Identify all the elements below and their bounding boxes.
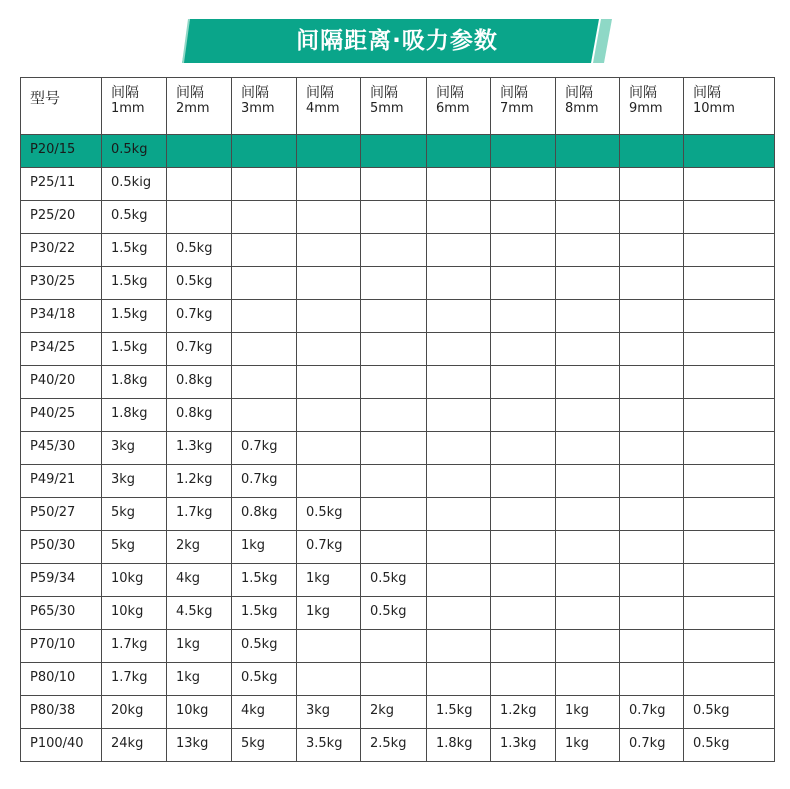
force-value-cell — [361, 168, 427, 201]
force-value-cell: 1.5kg — [427, 696, 491, 729]
table-row — [21, 399, 775, 432]
force-value-cell: 1.2kg — [167, 465, 232, 498]
force-value-cell — [620, 465, 684, 498]
table-row — [21, 465, 775, 498]
force-value-cell — [491, 663, 556, 696]
title-banner — [182, 19, 612, 63]
force-value-cell — [556, 630, 620, 663]
force-value-cell — [427, 465, 491, 498]
table-row — [21, 663, 775, 696]
force-value-cell — [427, 135, 491, 168]
force-value-cell — [491, 333, 556, 366]
force-value-cell: 1kg — [556, 729, 620, 762]
force-value-cell — [556, 564, 620, 597]
force-value-cell: 0.7kg — [167, 333, 232, 366]
force-value-cell: 1kg — [232, 531, 297, 564]
force-value-cell: 0.7kg — [167, 300, 232, 333]
force-value-cell — [427, 597, 491, 630]
force-value-cell: 0.5kg — [361, 597, 427, 630]
force-value-cell: 0.5kg — [684, 729, 775, 762]
force-value-cell — [556, 399, 620, 432]
force-value-cell: 4.5kg — [167, 597, 232, 630]
table-row — [21, 300, 775, 333]
force-value-cell: 0.5kig — [102, 168, 167, 201]
force-value-cell — [167, 135, 232, 168]
model-cell: P100/40 — [21, 729, 102, 762]
force-value-cell — [297, 201, 361, 234]
force-value-cell — [620, 432, 684, 465]
force-value-cell: 0.5kg — [102, 201, 167, 234]
gap-column-header — [491, 78, 556, 135]
force-value-cell — [491, 135, 556, 168]
force-value-cell: 5kg — [232, 729, 297, 762]
force-value-cell — [297, 333, 361, 366]
force-value-cell: 1.7kg — [102, 663, 167, 696]
force-value-cell: 0.8kg — [232, 498, 297, 531]
force-value-cell — [297, 432, 361, 465]
force-value-cell — [232, 333, 297, 366]
gap-label: 间隔 — [629, 85, 657, 101]
force-value-cell — [297, 465, 361, 498]
force-value-cell — [684, 267, 775, 300]
force-value-cell — [684, 234, 775, 267]
gap-distance: 7mm — [500, 101, 534, 116]
force-value-cell: 3kg — [297, 696, 361, 729]
force-value-cell: 1kg — [556, 696, 620, 729]
model-cell: P40/20 — [21, 366, 102, 399]
table-row — [21, 168, 775, 201]
force-value-cell: 0.8kg — [167, 399, 232, 432]
gap-column-header — [620, 78, 684, 135]
force-value-cell — [491, 399, 556, 432]
force-value-cell — [232, 201, 297, 234]
force-value-cell — [684, 300, 775, 333]
force-value-cell — [620, 135, 684, 168]
gap-column-header — [102, 78, 167, 135]
force-value-cell — [361, 630, 427, 663]
force-value-cell — [297, 135, 361, 168]
force-value-cell — [556, 597, 620, 630]
force-value-cell — [427, 201, 491, 234]
force-value-cell — [620, 399, 684, 432]
model-cell: P50/30 — [21, 531, 102, 564]
gap-distance: 8mm — [565, 101, 599, 116]
force-value-cell — [556, 168, 620, 201]
force-value-cell: 2.5kg — [361, 729, 427, 762]
model-cell: P34/25 — [21, 333, 102, 366]
force-value-cell — [491, 168, 556, 201]
gap-distance: 5mm — [370, 101, 404, 116]
force-value-cell: 1.7kg — [167, 498, 232, 531]
force-value-cell — [684, 399, 775, 432]
force-value-cell: 2kg — [361, 696, 427, 729]
force-value-cell — [491, 432, 556, 465]
force-value-cell: 0.5kg — [167, 267, 232, 300]
table-header-row — [21, 78, 775, 135]
force-value-cell — [556, 366, 620, 399]
model-cell: P65/30 — [21, 597, 102, 630]
force-value-cell: 3.5kg — [297, 729, 361, 762]
force-value-cell — [427, 366, 491, 399]
table-row — [21, 366, 775, 399]
force-value-cell: 1kg — [297, 597, 361, 630]
table-row — [21, 597, 775, 630]
force-value-cell — [427, 399, 491, 432]
force-value-cell: 1.5kg — [102, 234, 167, 267]
gap-label: 间隔 — [693, 85, 721, 101]
force-value-cell: 0.8kg — [167, 366, 232, 399]
gap-column-header — [297, 78, 361, 135]
force-value-cell — [427, 531, 491, 564]
force-value-cell — [297, 300, 361, 333]
force-value-cell — [620, 168, 684, 201]
force-value-cell — [684, 168, 775, 201]
model-cell: P80/10 — [21, 663, 102, 696]
force-value-cell — [684, 663, 775, 696]
force-value-cell — [620, 597, 684, 630]
model-cell: P20/15 — [21, 135, 102, 168]
force-value-cell: 0.7kg — [232, 432, 297, 465]
force-value-cell — [167, 168, 232, 201]
table-body — [21, 135, 775, 762]
force-value-cell — [232, 267, 297, 300]
table-row — [21, 267, 775, 300]
force-value-cell: 0.5kg — [297, 498, 361, 531]
gap-column-header — [167, 78, 232, 135]
force-value-cell — [361, 333, 427, 366]
force-value-cell — [620, 267, 684, 300]
force-value-cell — [620, 531, 684, 564]
gap-label: 间隔 — [500, 85, 528, 101]
force-value-cell — [297, 630, 361, 663]
force-value-cell: 10kg — [167, 696, 232, 729]
force-value-cell — [361, 267, 427, 300]
force-value-cell — [491, 564, 556, 597]
force-value-cell: 1.5kg — [232, 597, 297, 630]
force-value-cell — [556, 333, 620, 366]
force-value-cell — [684, 564, 775, 597]
force-value-cell — [684, 366, 775, 399]
table-row — [21, 201, 775, 234]
force-value-cell — [491, 498, 556, 531]
force-value-cell — [361, 663, 427, 696]
model-cell: P25/11 — [21, 168, 102, 201]
gap-label: 间隔 — [241, 85, 269, 101]
force-value-cell — [684, 201, 775, 234]
force-value-cell — [620, 333, 684, 366]
model-cell: P40/25 — [21, 399, 102, 432]
force-value-cell: 0.5kg — [102, 135, 167, 168]
force-value-cell: 5kg — [102, 498, 167, 531]
force-value-cell — [232, 366, 297, 399]
force-value-cell — [620, 663, 684, 696]
table-row — [21, 333, 775, 366]
force-value-cell — [684, 597, 775, 630]
gap-label: 间隔 — [176, 85, 204, 101]
force-value-cell — [427, 663, 491, 696]
force-value-cell — [491, 201, 556, 234]
force-value-cell: 4kg — [232, 696, 297, 729]
force-value-cell — [297, 168, 361, 201]
force-value-cell — [556, 201, 620, 234]
gap-label: 间隔 — [306, 85, 334, 101]
force-value-cell: 10kg — [102, 597, 167, 630]
force-value-cell — [684, 531, 775, 564]
force-value-cell — [556, 300, 620, 333]
gap-distance: 4mm — [306, 101, 340, 116]
force-value-cell: 0.7kg — [620, 729, 684, 762]
force-value-cell — [620, 300, 684, 333]
force-value-cell — [556, 432, 620, 465]
force-value-cell: 3kg — [102, 432, 167, 465]
force-value-cell: 1kg — [297, 564, 361, 597]
force-value-cell — [491, 267, 556, 300]
force-value-cell — [297, 366, 361, 399]
force-value-cell: 0.7kg — [620, 696, 684, 729]
force-value-cell: 0.5kg — [232, 663, 297, 696]
force-value-cell — [620, 498, 684, 531]
force-value-cell — [427, 168, 491, 201]
force-value-cell: 0.5kg — [684, 696, 775, 729]
force-value-cell — [620, 630, 684, 663]
table-row — [21, 696, 775, 729]
model-cell: P45/30 — [21, 432, 102, 465]
gap-distance: 3mm — [241, 101, 275, 116]
model-cell: P25/20 — [21, 201, 102, 234]
force-value-cell — [556, 234, 620, 267]
force-value-cell — [491, 234, 556, 267]
force-value-cell — [361, 135, 427, 168]
force-value-cell — [620, 201, 684, 234]
force-value-cell — [556, 498, 620, 531]
table-row — [21, 432, 775, 465]
force-value-cell — [684, 432, 775, 465]
force-value-cell — [620, 234, 684, 267]
suction-parameter-table-wrap — [20, 77, 775, 762]
force-value-cell — [684, 498, 775, 531]
force-value-cell: 1kg — [167, 630, 232, 663]
force-value-cell: 24kg — [102, 729, 167, 762]
force-value-cell — [491, 366, 556, 399]
force-value-cell: 1.5kg — [102, 267, 167, 300]
force-value-cell — [167, 201, 232, 234]
gap-distance: 10mm — [693, 101, 735, 116]
force-value-cell — [232, 399, 297, 432]
model-cell: P30/25 — [21, 267, 102, 300]
gap-label: 间隔 — [436, 85, 464, 101]
force-value-cell — [556, 135, 620, 168]
force-value-cell: 1.5kg — [102, 333, 167, 366]
model-cell: P34/18 — [21, 300, 102, 333]
model-cell: P30/22 — [21, 234, 102, 267]
table-row — [21, 729, 775, 762]
force-value-cell: 1.3kg — [491, 729, 556, 762]
force-value-cell: 5kg — [102, 531, 167, 564]
force-value-cell — [556, 465, 620, 498]
model-cell: P80/38 — [21, 696, 102, 729]
table-row — [21, 234, 775, 267]
force-value-cell — [361, 234, 427, 267]
force-value-cell — [232, 168, 297, 201]
force-value-cell: 0.7kg — [232, 465, 297, 498]
force-value-cell — [232, 135, 297, 168]
gap-label: 间隔 — [565, 85, 593, 101]
force-value-cell — [427, 498, 491, 531]
gap-column-header — [232, 78, 297, 135]
force-value-cell: 1.5kg — [232, 564, 297, 597]
force-value-cell — [361, 498, 427, 531]
force-value-cell: 1kg — [167, 663, 232, 696]
page-title: 间隔距离·吸力参数 — [296, 28, 498, 54]
force-value-cell — [427, 564, 491, 597]
table-row — [21, 630, 775, 663]
model-cell: P49/21 — [21, 465, 102, 498]
model-cell: P70/10 — [21, 630, 102, 663]
force-value-cell — [684, 333, 775, 366]
force-value-cell — [361, 465, 427, 498]
force-value-cell — [297, 399, 361, 432]
gap-distance: 9mm — [629, 101, 663, 116]
gap-label: 间隔 — [111, 85, 139, 101]
table-row — [21, 498, 775, 531]
force-value-cell — [684, 135, 775, 168]
force-value-cell — [491, 597, 556, 630]
force-value-cell: 3kg — [102, 465, 167, 498]
force-value-cell — [297, 234, 361, 267]
force-value-cell: 20kg — [102, 696, 167, 729]
force-value-cell: 0.7kg — [297, 531, 361, 564]
force-value-cell: 1.3kg — [167, 432, 232, 465]
force-value-cell — [556, 267, 620, 300]
table-row — [21, 564, 775, 597]
force-value-cell: 10kg — [102, 564, 167, 597]
force-value-cell — [361, 531, 427, 564]
force-value-cell — [297, 267, 361, 300]
force-value-cell — [361, 366, 427, 399]
force-value-cell — [427, 432, 491, 465]
force-value-cell — [361, 399, 427, 432]
model-cell: P59/34 — [21, 564, 102, 597]
force-value-cell — [361, 201, 427, 234]
force-value-cell — [297, 663, 361, 696]
table-row — [21, 531, 775, 564]
model-column-header: 型号 — [21, 78, 102, 135]
gap-label: 间隔 — [370, 85, 398, 101]
force-value-cell — [620, 564, 684, 597]
force-value-cell — [427, 333, 491, 366]
force-value-cell — [232, 300, 297, 333]
force-value-cell — [491, 465, 556, 498]
force-value-cell: 0.5kg — [167, 234, 232, 267]
force-value-cell — [684, 465, 775, 498]
force-value-cell — [427, 630, 491, 663]
gap-column-header — [556, 78, 620, 135]
force-value-cell: 1.7kg — [102, 630, 167, 663]
force-value-cell — [361, 300, 427, 333]
force-value-cell — [556, 531, 620, 564]
force-value-cell: 1.8kg — [102, 366, 167, 399]
force-value-cell: 1.8kg — [102, 399, 167, 432]
force-value-cell — [491, 300, 556, 333]
force-value-cell — [620, 366, 684, 399]
force-value-cell — [427, 300, 491, 333]
gap-distance: 6mm — [436, 101, 470, 116]
force-value-cell — [491, 630, 556, 663]
force-value-cell: 0.5kg — [232, 630, 297, 663]
suction-parameter-table — [20, 77, 775, 762]
table-row-highlighted — [21, 135, 775, 168]
force-value-cell — [556, 663, 620, 696]
gap-column-header — [361, 78, 427, 135]
model-cell: P50/27 — [21, 498, 102, 531]
force-value-cell — [491, 531, 556, 564]
force-value-cell — [427, 234, 491, 267]
force-value-cell — [361, 432, 427, 465]
gap-column-header — [684, 78, 775, 135]
force-value-cell: 2kg — [167, 531, 232, 564]
force-value-cell: 1.8kg — [427, 729, 491, 762]
force-value-cell: 0.5kg — [361, 564, 427, 597]
force-value-cell — [232, 234, 297, 267]
force-value-cell: 4kg — [167, 564, 232, 597]
force-value-cell: 1.5kg — [102, 300, 167, 333]
gap-column-header — [427, 78, 491, 135]
force-value-cell: 13kg — [167, 729, 232, 762]
force-value-cell — [684, 630, 775, 663]
force-value-cell — [427, 267, 491, 300]
gap-distance: 1mm — [111, 101, 145, 116]
gap-distance: 2mm — [176, 101, 210, 116]
force-value-cell: 1.2kg — [491, 696, 556, 729]
